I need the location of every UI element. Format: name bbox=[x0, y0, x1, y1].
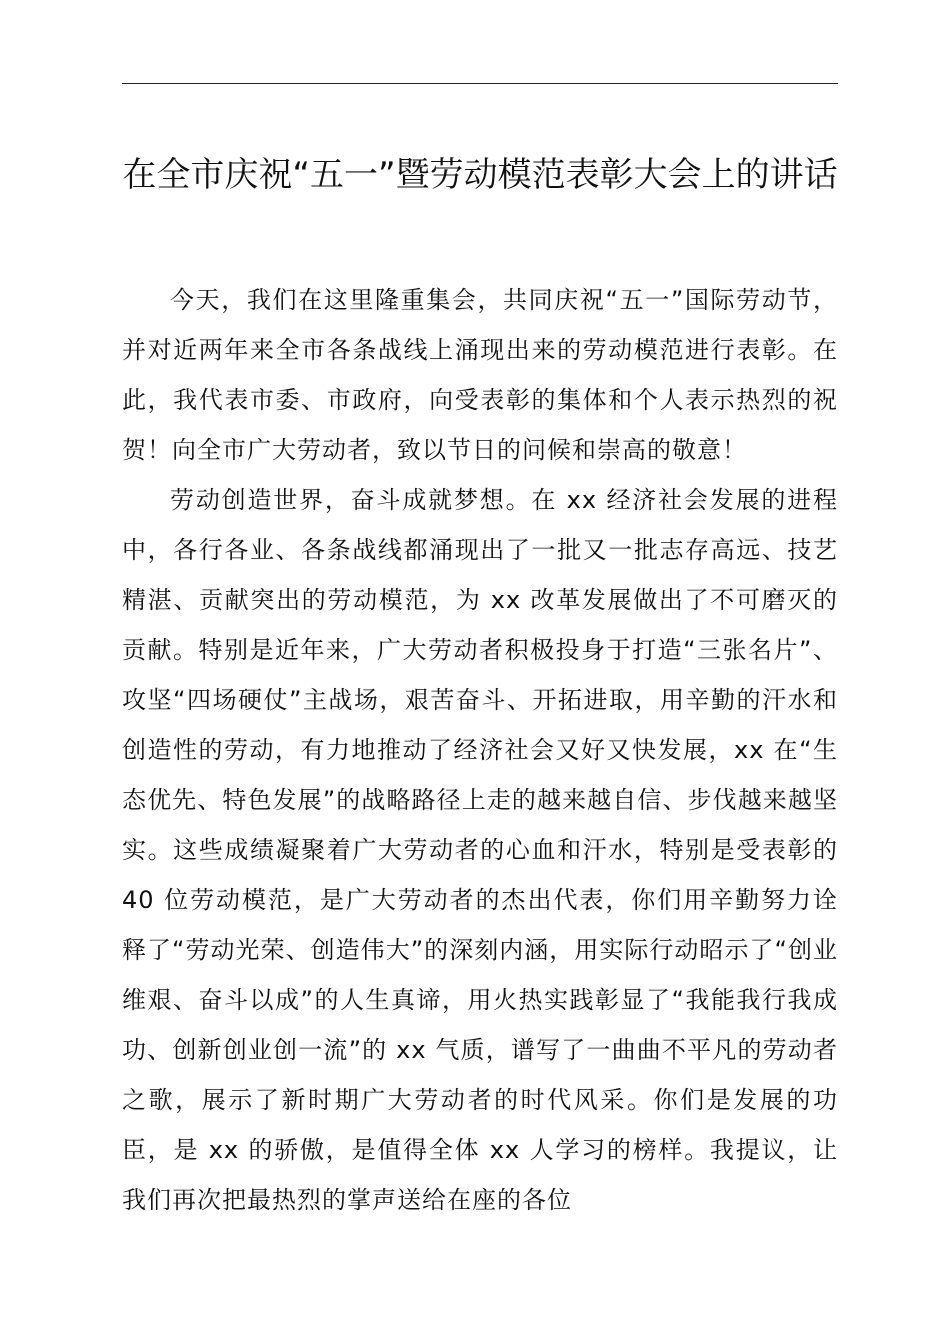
document-title: 在全市庆祝“五一”暨劳动模范表彰大会上的讲话 bbox=[122, 155, 838, 195]
document-body bbox=[122, 275, 838, 1225]
header-rule bbox=[122, 83, 838, 84]
paragraph-2: 劳动创造世界，奋斗成就梦想。在 xx 经济社会发展的进程中，各行各业、各条战线都涌现出了一批又一批志存高远、技艺精湛、贡献突出的劳动模范，为 xx 改革发展做出了不可磨灭的贡献。特别是近年来，广大劳动者积极投身于打造“三张名片”、攻坚“四场硬仗”主战场，艰苦奋斗、开拓进取，用辛勤的汗水和创造性的劳动，有力地推动了经济社会又好又快发展，xx 在“生态优先、特色发展”的战略路径上走的越来越自信、步伐越来越坚实。这些成绩凝聚着广大劳动者的心血和汗水，特别是受表彰的 40 位劳动模范，是广大劳动者的杰出代表，你们用辛勤努力诠释了“劳动光荣、创造伟大”的深刻内涵，用实际行动昭示了“创业维艰、奋斗以成”的人生真谛，用火热实践彰显了“我能我行我成功、创新创业创一流”的 xx 气质，谱写了一曲曲不平凡的劳动者之歌，展示了新时期广大劳动者的时代风采。你们是发展的功臣，是 xx 的骄傲，是值得全体 xx 人学习的榜样。我提议，让我们再次把最热烈的掌声送给在座的各位 bbox=[122, 486, 838, 1214]
paragraph-1: 今天，我们在这里隆重集会，共同庆祝“五一”国际劳动节，并对近两年来全市各条战线上涌现出来的劳动模范进行表彰。在此，我代表市委、市政府，向受表彰的集体和个人表示热烈的祝贺！向全市广大劳动者，致以节日的问候和崇高的敬意！ bbox=[122, 286, 838, 464]
